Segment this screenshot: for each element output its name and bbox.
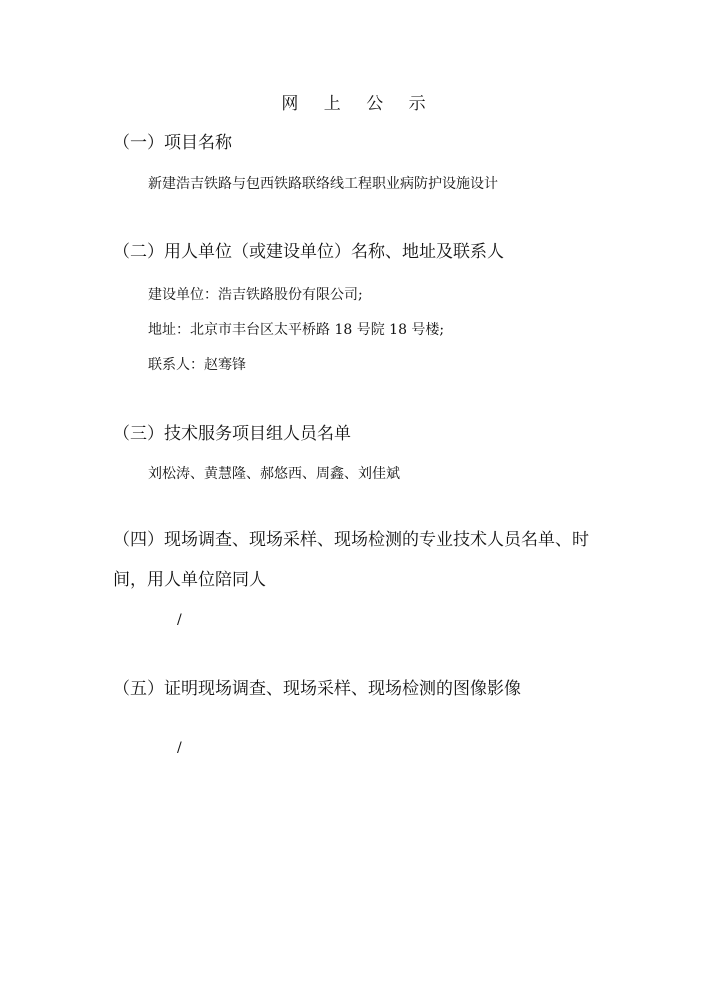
page-title: 网 上 公 示 — [281, 94, 436, 114]
section-heading-field-images: （五）证明现场调查、现场采样、现场检测的图像影像 — [113, 679, 521, 699]
address-text: 地址：北京市丰台区太平桥路 18 号院 18 号楼; — [148, 322, 445, 338]
section-heading-project-name: （一）项目名称 — [113, 133, 232, 153]
field-staff-placeholder: / — [177, 612, 182, 628]
section-heading-employer-info: （二）用人单位（或建设单位）名称、地址及联系人 — [113, 242, 504, 262]
contact-person-text: 联系人：赵骞锋 — [148, 357, 246, 373]
construction-unit-text: 建设单位：浩吉铁路股份有限公司; — [148, 287, 363, 303]
project-name-text: 新建浩吉铁路与包西铁路联络线工程职业病防护设施设计 — [148, 176, 498, 192]
section-heading-field-staff: （四）现场调查、现场采样、现场检测的专业技术人员名单、时间，用人单位陪同人 — [113, 530, 589, 590]
section-heading-team-members: （三）技术服务项目组人员名单 — [113, 424, 351, 444]
field-images-placeholder: / — [177, 740, 182, 756]
team-members-text: 刘松涛、黄慧隆、郝悠西、周鑫、刘佳斌 — [148, 466, 400, 482]
